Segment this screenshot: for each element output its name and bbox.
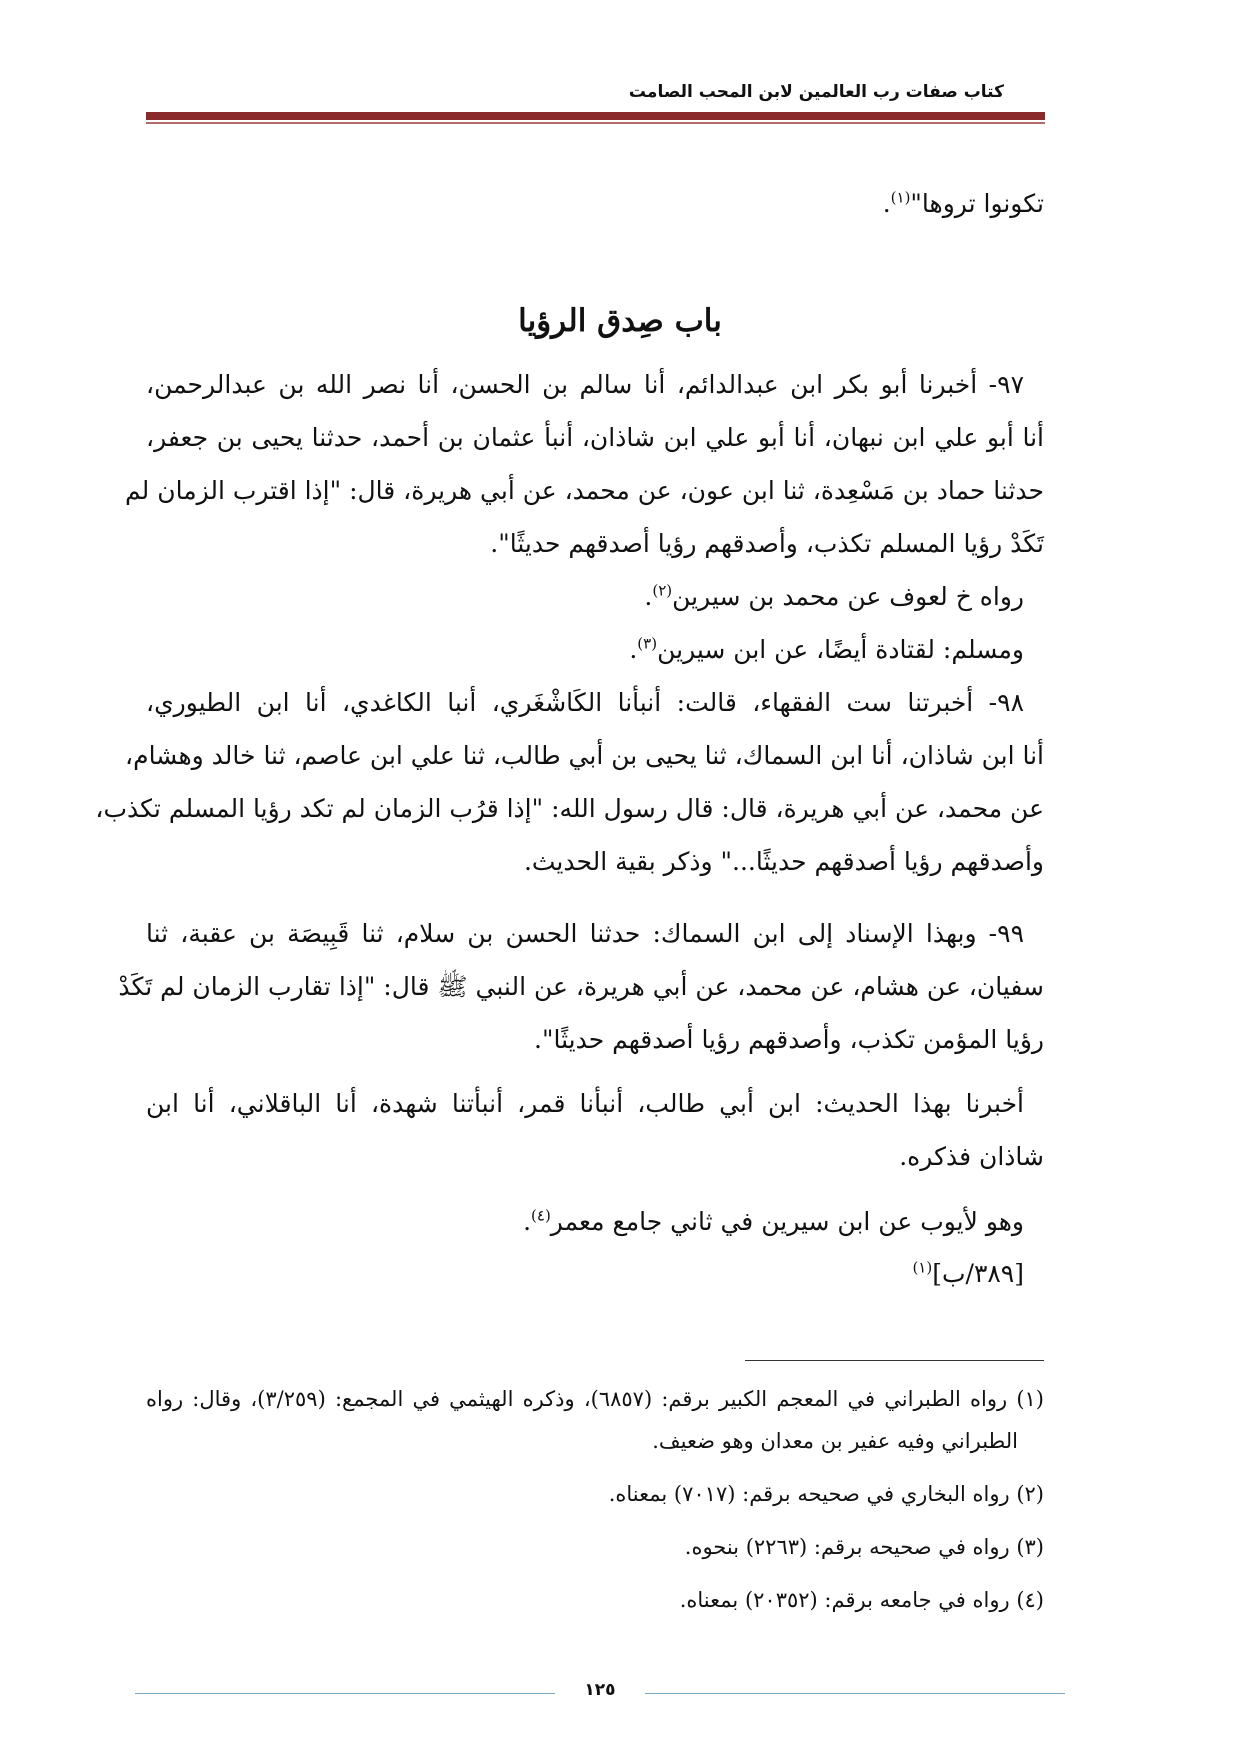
hadith-99-line: سفيان، عن هشام، عن محمد، عن أبي هريرة، عن النبي ﷺ قال: "إذا تقارب الزمان لم تَكَدْ	[118, 972, 1044, 1001]
hadith-98-line: ٩٨- أخبرتنا ست الفقهاء، قالت: أنبأنا الكَاشْغَري، أنبا الكاغدي، أنا ابن الطيوري،	[146, 688, 1024, 717]
footnote-ref: (٣)	[637, 634, 658, 653]
footnote-1: (١) رواه الطبراني في المعجم الكبير برقم: (٦٨٥٧)، وذكره الهيثمي في المجمع: (٣/٢٥٩)، وقال: رواه	[146, 1387, 1044, 1411]
running-header-title: كتاب صفات رب العالمين لابن المحب الصامت	[628, 82, 1004, 102]
footer-rule-left	[135, 1693, 555, 1694]
footnote-ref: (١)	[912, 1258, 933, 1277]
ayyub-line: وهو لأيوب عن ابن سيرين في ثاني جامع معمر$^{(٤)}$.	[523, 1206, 1024, 1236]
section-title: باب صِدق الرؤيا	[518, 303, 722, 339]
hadith-98-line: وأصدقهم رؤيا أصدقهم حديثًا..." وذكر بقية الحديث.	[523, 847, 1044, 876]
hadith-97-line: تَكَدْ رؤيا المسلم تكذب، وأصدقهم رؤيا أصدقهم حديثًا".	[490, 529, 1044, 558]
footnote-1-cont: الطبراني وفيه عفير بن معدان وهو ضعيف.	[652, 1429, 1018, 1453]
page-number: ١٢٥	[584, 1680, 616, 1700]
footnote-2: (٢) رواه البخاري في صحيحه برقم: (٧٠١٧) بمعناه.	[608, 1482, 1044, 1506]
akhbarana-line: أخبرنا بهذا الحديث: ابن أبي طالب، أنبأنا قمر، أنبأتنا شهدة، أنا الباقلاني، أنا ابن	[146, 1089, 1024, 1118]
riwaya-bukhari: رواه خ لعوف عن محمد بن سيرين$^{(٢)}$.	[644, 581, 1024, 611]
footnote-3: (٣) رواه في صحيحه برقم: (٢٢٦٣) بنحوه.	[684, 1535, 1044, 1559]
hadith-99-line: رؤيا المؤمن تكذب، وأصدقهم رؤيا أصدقهم حديثًا".	[534, 1025, 1044, 1054]
riwaya-muslim: ومسلم: لقتادة أيضًا، عن ابن سيرين$^{(٣)}$.	[629, 634, 1024, 664]
footnote-ref: (٤)	[531, 1206, 551, 1225]
hadith-99-line: ٩٩- وبهذا الإسناد إلى ابن السماك: حدثنا الحسن بن سلام، ثنا قَبِيصَة بن عقبة، ثنا	[146, 919, 1024, 948]
hadith-97-line: ٩٧- أخبرنا أبو بكر ابن عبدالدائم، أنا سالم بن الحسن، أنا نصر الله بن عبدالرحمن،	[146, 370, 1024, 399]
header-rule	[146, 112, 1045, 120]
footer-rule-right	[645, 1693, 1065, 1694]
header-rule-thin	[146, 122, 1045, 124]
footnote-ref: (١)	[890, 188, 911, 207]
hadith-97-line: أنا أبو علي ابن نبهان، أنا أبو علي ابن شاذان، أنبأ عثمان بن أحمد، حدثنا يحيى بن جعفر،	[146, 423, 1044, 452]
footnote-4: (٤) رواه في جامعه برقم: (٢٠٣٥٢) بمعناه.	[679, 1588, 1044, 1612]
footnote-ref: (٢)	[652, 581, 673, 600]
opening-line: تكونوا تروها"$^{(١)}$.	[882, 188, 1044, 218]
footnote-separator	[745, 1360, 1044, 1361]
hadith-98-line: أنا ابن شاذان، أنا ابن السماك، ثنا يحيى بن أبي طالب، ثنا علي ابن عاصم، ثنا خالد وهشام،	[125, 741, 1044, 770]
akhbarana-line: شاذان فذكره.	[899, 1142, 1044, 1171]
folio-marker: [٣٨٩/ب]$^{(١)}$	[912, 1258, 1024, 1288]
hadith-97-line: حدثنا حماد بن مَسْعِدة، ثنا ابن عون، عن محمد، عن أبي هريرة، قال: "إذا اقترب الزمان لم	[125, 476, 1044, 505]
hadith-98-line: عن محمد، عن أبي هريرة، قال: قال رسول الله: "إذا قرُب الزمان لم تكد رؤيا المسلم تكذب،	[95, 794, 1044, 823]
